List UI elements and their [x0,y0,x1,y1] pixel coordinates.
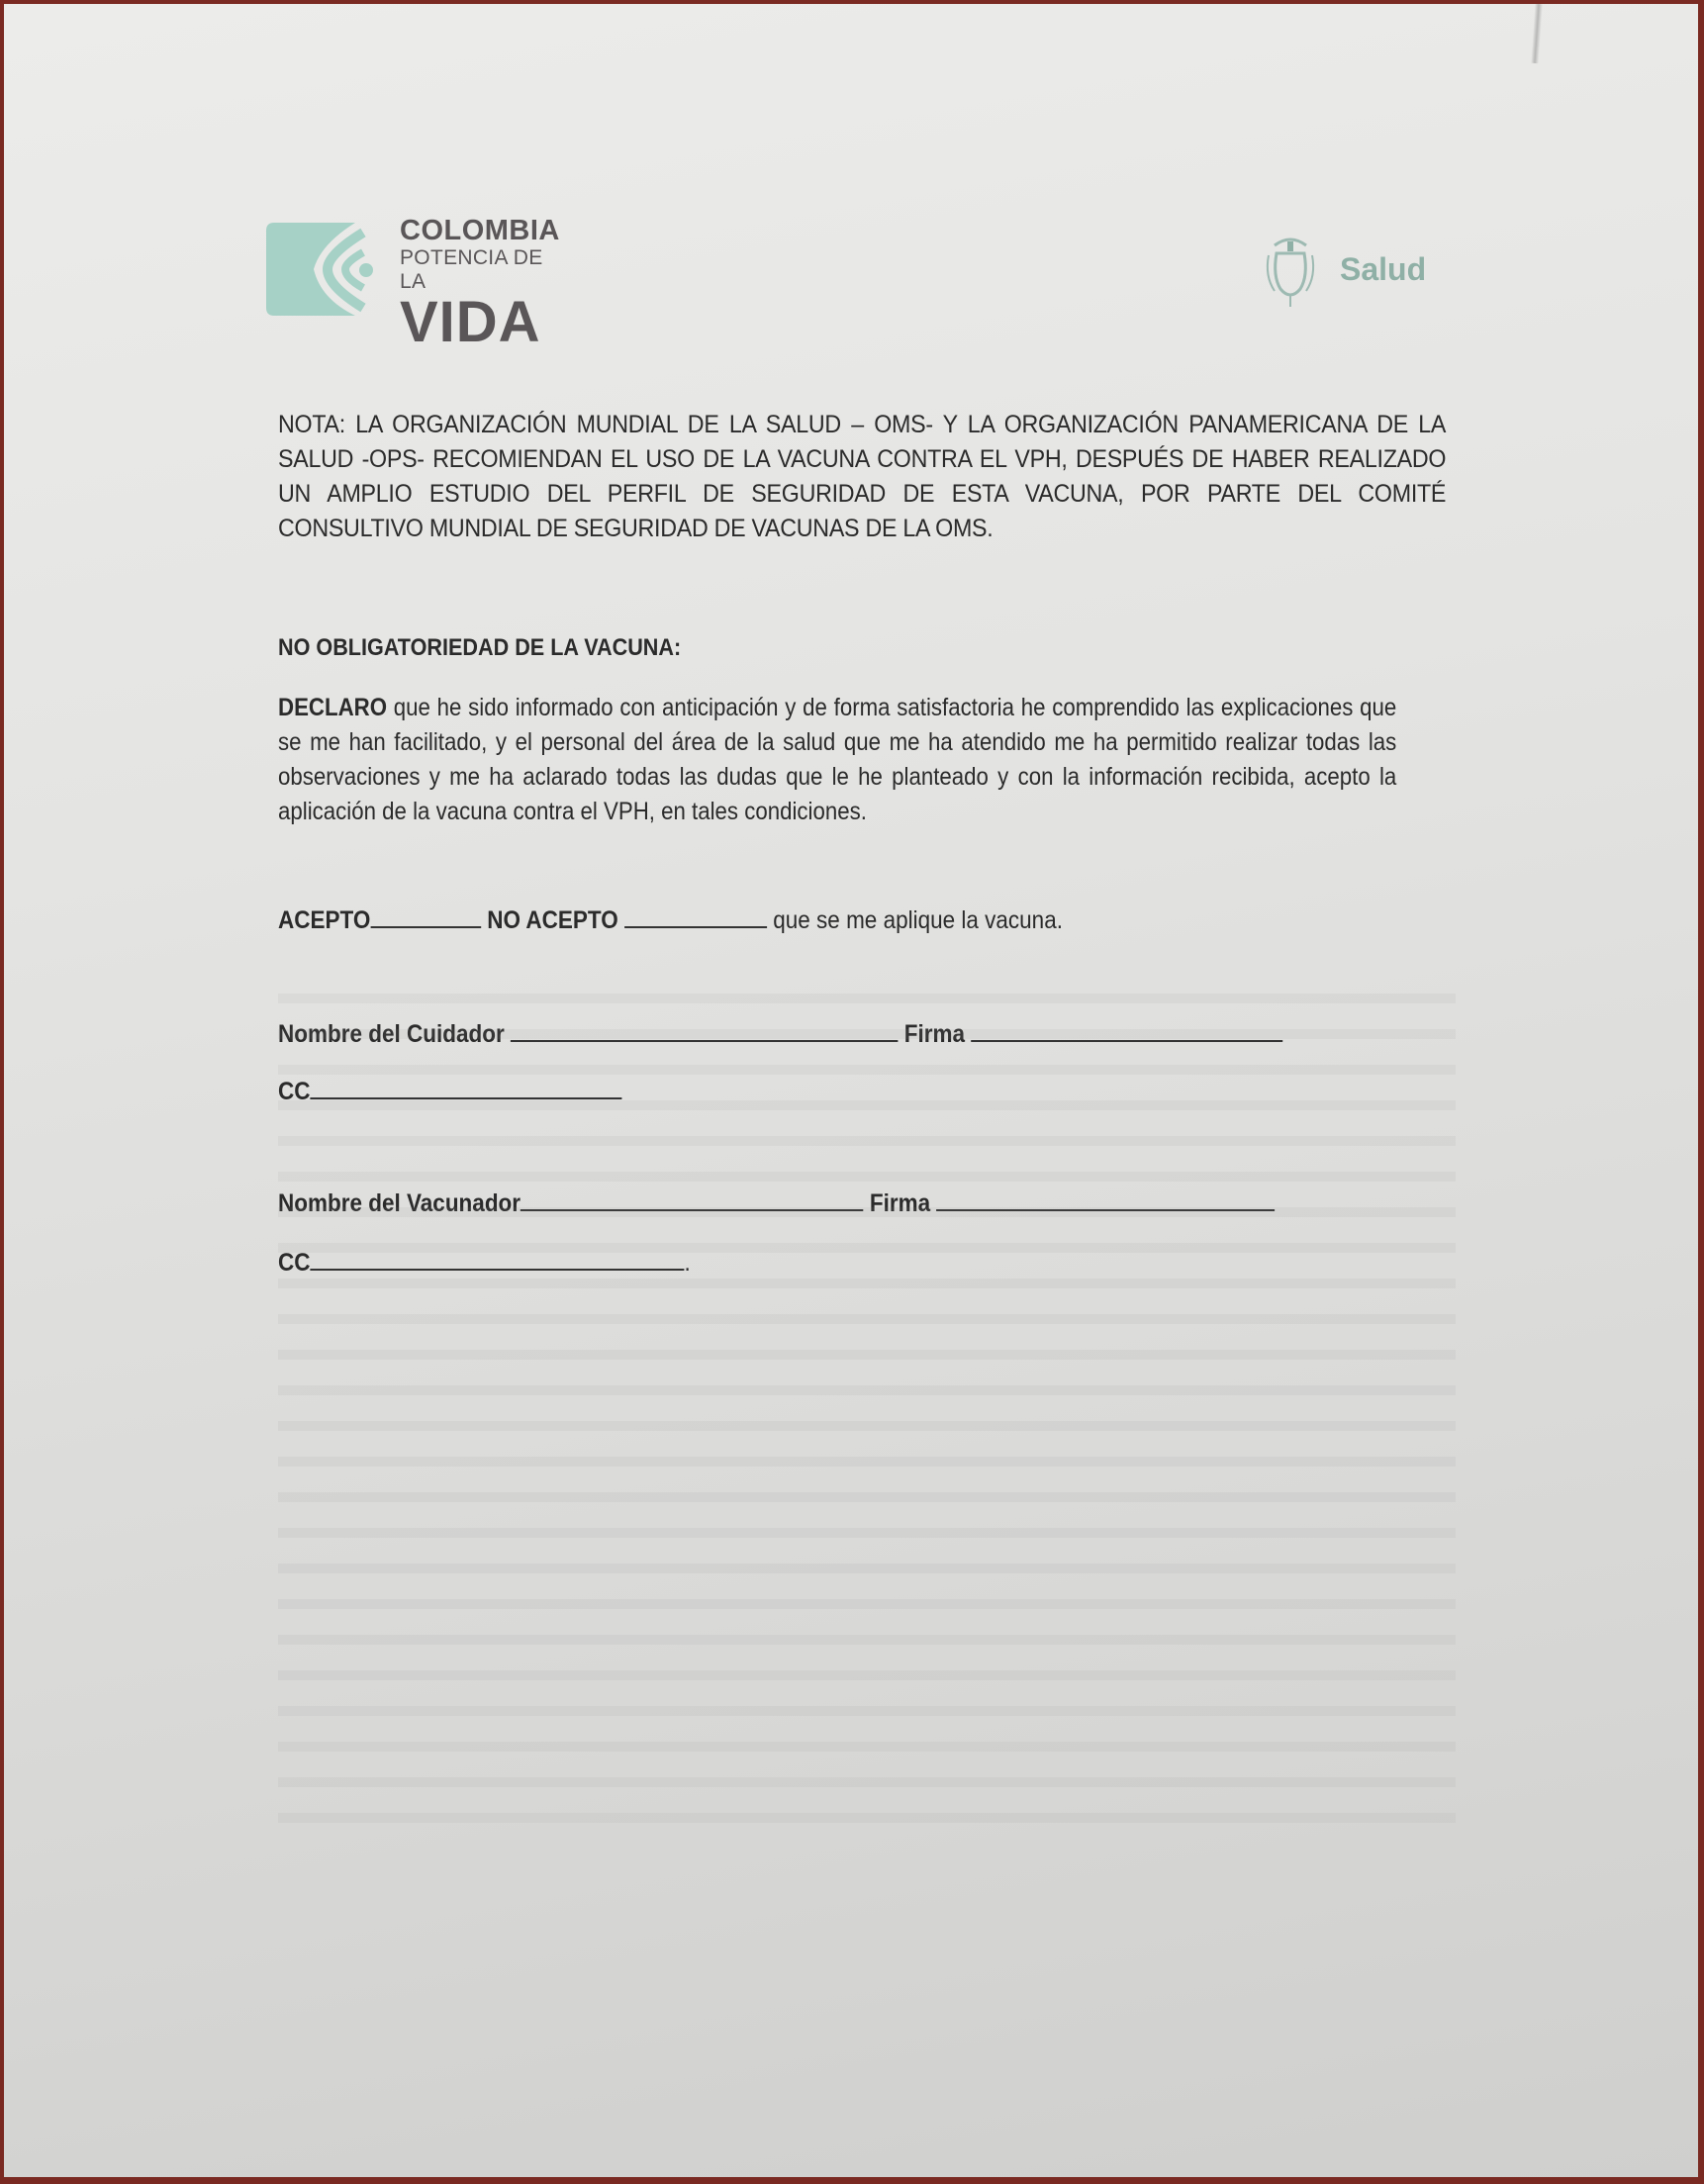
consent-row [278,904,1063,935]
acepto-field[interactable] [370,904,481,928]
no-acepto-field[interactable] [624,904,767,928]
cuidador-name-field[interactable] [511,1018,899,1042]
cuidador-name-label: Nombre del Cuidador [278,1020,505,1048]
vacunador-name-label: Nombre del Vacunador [278,1189,521,1217]
logo-line-potencia: POTENCIA DE LA [400,246,543,293]
salud-label: Salud [1340,251,1427,287]
logo-line-vida: VIDA [400,290,541,354]
section-heading: NO OBLIGATORIEDAD DE LA VACUNA: [278,634,682,661]
cuidador-cc-field[interactable] [310,1076,621,1099]
declaro-lead: DECLARO [278,694,388,721]
vacunador-cc-end: . [684,1249,691,1277]
cuidador-cc-row [278,1076,621,1106]
logo-line-colombia: COLOMBIA [400,215,560,246]
declaro-paragraph [278,691,1396,829]
reverse-side-bleed-through [278,994,1456,1914]
paper-fold [1531,4,1543,63]
ministerio-salud-logo [1261,232,1439,311]
acepto-label: ACEPTO [278,906,371,934]
vacunador-cc-field[interactable] [310,1247,684,1271]
nota-paragraph: NOTA: LA ORGANIZACIÓN MUNDIAL DE LA SALUD – OMS- Y LA ORGANIZACIÓN PANAMERICANA DE LA SALUD -OPS- RECOMIENDAN EL USO DE LA VACUNA CONTRA EL VPH, DESPUÉS DE HABER REALIZADO UN AMPLIO ESTUDIO DEL PERFIL DE SEGURIDAD DE ESTA VACUNA, POR PARTE DEL COMITÉ CONSULTIVO MUNDIAL DE SEGURIDAD DE VACUNAS DE LA OMS. [278,411,1447,542]
cuidador-cc-label: CC [278,1078,311,1105]
cuidador-row [278,1018,1282,1049]
signal-waves-icon [266,215,375,324]
no-acepto-label: NO ACEPTO [487,906,618,934]
cuidador-firma-field[interactable] [971,1018,1282,1042]
vacunador-cc-label: CC [278,1249,311,1277]
colombia-potencia-de-la-vida-logo [266,215,573,354]
coat-of-arms-icon [1261,232,1320,311]
declaro-text: que he sido informado con anticipación y de forma satisfactoria he comprendido las explicaciones que se me han facilitado, y el personal del área de la salud que me ha atendido me ha permitido realizar todas las observaciones y me ha aclarado todas las dudas que le he planteado y con la información recibida, acepto la aplicación de la vacuna contra el VPH, en tales condiciones. [278,694,1397,825]
consent-suffix: que se me aplique la vacuna. [773,906,1063,934]
vacunador-row [278,1187,1275,1218]
cuidador-firma-label: Firma [903,1020,966,1048]
document-page [4,4,1698,2177]
vacunador-firma-label: Firma [869,1189,931,1217]
vacunador-firma-field[interactable] [936,1187,1275,1211]
vacunador-name-field[interactable] [521,1187,864,1211]
vacunador-cc-row [278,1247,691,1278]
